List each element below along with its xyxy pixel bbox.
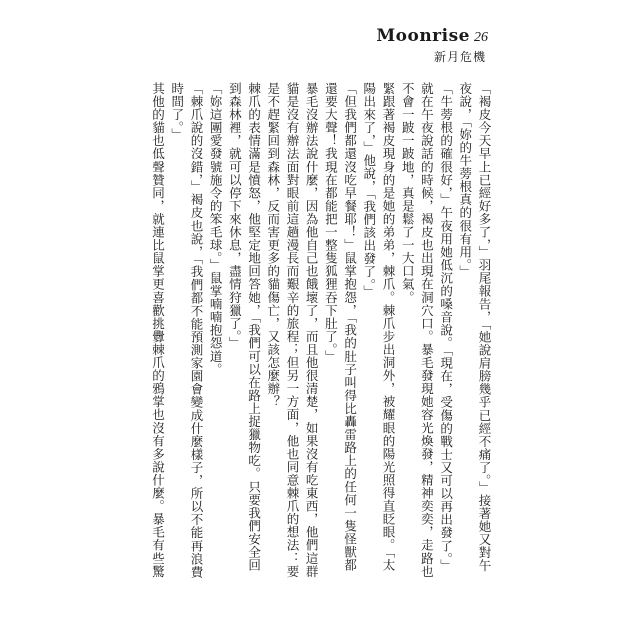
running-header (376, 26, 488, 46)
body-text (150, 82, 494, 582)
paragraph: 棘爪的表情滿是憤怒，他堅定地回答她，「我們可以在路上捉獵物吃。只要我們安全回到森林裡，就可以停下來休息，盡情狩獵了。」 (227, 82, 262, 572)
paragraph: 暴毛沒辦法說什麼，因為他自己也餓壞了，而且他很清楚，如果沒有吃東西，他們這群貓是沒有辦法面對眼前這趟漫長而艱辛的旅程；但另一方面，他也同意棘爪的想法：要是不趕緊回到森林，反而害更多的貓傷亡，又該怎麼辦？ (265, 82, 320, 578)
paragraph: 就在午夜說話的時候，褐皮也出現在洞穴口。暴毛發現她容光煥發，精神奕奕，走路也不會一跛一跛地，真是鬆了一大口氣。 (400, 82, 435, 578)
paragraph: 「褐皮今天早上已經好多了，」羽尾報告，「她說肩膀幾乎已經不痛了。」接著她又對午夜說，「妳的牛蒡根真的很有用。」 (457, 82, 492, 573)
paragraph: 「但我們都還沒吃早餐耶！」鼠掌抱怨，「我的肚子叫得比轟雷路上的任何一隻怪獸都還要大聲！我現在都能把一整隻狐狸吞下肚了。」 (323, 82, 358, 572)
chapter-title: 新月危機 (433, 50, 486, 64)
paragraph: 其他的貓也低聲贊同，就連比鼠掌更喜歡挑釁棘爪的鴉掌也沒有多說什麼。暴毛有些驚 (150, 82, 166, 578)
page-number: 26 (474, 30, 488, 45)
book-title: Moonrise (376, 26, 470, 46)
paragraph: 「妳這團愛發號施令的笨毛球。」鼠掌喃喃抱怨道。 (208, 82, 224, 376)
paragraph: 「牛蒡根的確很好，」午夜用她低沉的嗓音說。「現在，受傷的戰士又可以再出發了。」 (438, 82, 454, 573)
paragraph: 緊跟著褐皮現身的是她的弟弟，棘爪。棘爪步出洞外，被耀眼的陽光照得直眨眼。「太陽出來了，」他說，「我們該出發了。」 (361, 82, 396, 572)
paragraph: 「棘爪說的沒錯，」褐皮也說，「我們都不能預測家園會變成什麼樣子，所以不能再浪費時間了。」 (169, 82, 204, 579)
